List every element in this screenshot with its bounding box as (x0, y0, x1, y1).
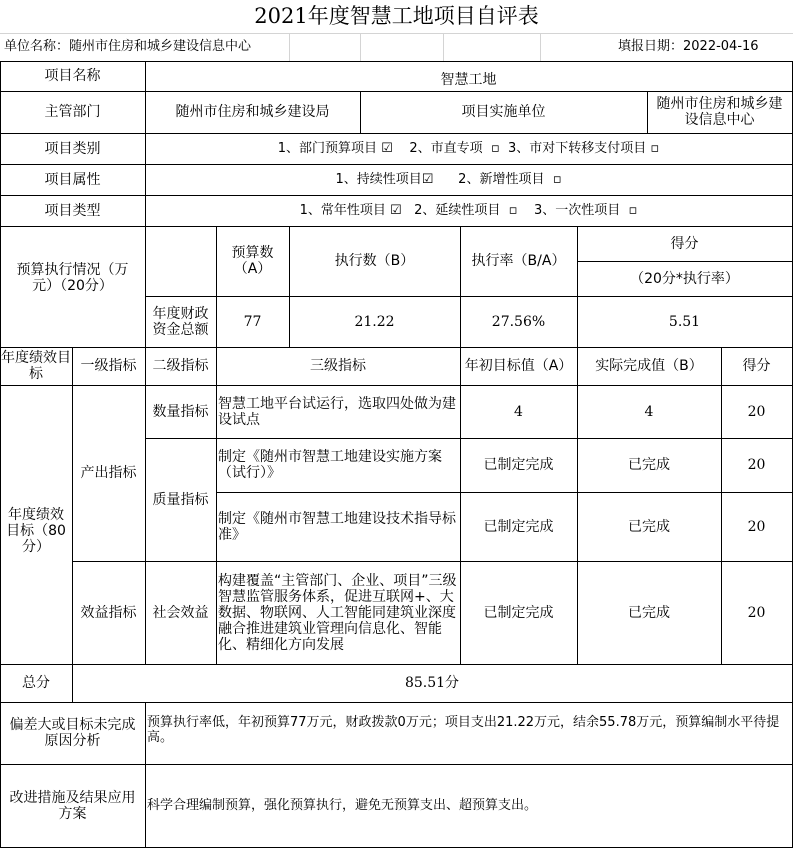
level3-indicator: 智慧工地平台试运行，选取四处做为建设试点 (218, 395, 456, 428)
score-value: 5.51 (668, 313, 701, 330)
page-title: 2021年度智慧工地项目自评表 (254, 4, 539, 28)
budget-label: 预算执行情况（万元）（20分） (16, 261, 129, 294)
budget-col-exec: 执行数（B） (334, 253, 415, 269)
type-value: 1、常年性项目 ☑ 2、延续性项目 ▫ 3、一次性项目 ▫ (299, 203, 638, 218)
target-value: 已制定完成 (483, 457, 554, 473)
exec-value: 21.22 (354, 313, 395, 330)
actual-value: 4 (644, 403, 654, 420)
category-value: 1、部门预算项目 ☑ 2、市直专项 ▫ 3、市对下转移支付项目 ▫ (277, 141, 660, 156)
perf-header-target: 年初目标值（A） (464, 358, 573, 374)
row-score: 20 (747, 518, 766, 535)
actual-value: 已完成 (628, 457, 670, 473)
perf-header-score: 得分 (742, 358, 771, 374)
actual-value: 已完成 (628, 518, 670, 535)
budget-col-score-formula: （20分*执行率） (630, 270, 739, 287)
deviation-label: 偏差大或目标未完成原因分析 (9, 717, 136, 749)
row-score: 20 (747, 604, 766, 621)
row-score: 20 (747, 403, 766, 420)
divider (289, 33, 290, 61)
benefit-indicator-label: 效益指标 (80, 604, 137, 621)
perf-header-level1: 一级指标 (80, 358, 137, 374)
level3-indicator: 制定《随州市智慧工地建设技术指导标准》 (218, 510, 456, 543)
improvement-value: 科学合理编制预算，强化预算执行，避免无预算支出、超预算支出。 (147, 798, 538, 813)
impl-unit-value: 随州市住房和城乡建设信息中心 (656, 96, 783, 128)
attribute-value: 1、持续性项目☑ 2、新增性项目 ▫ (335, 172, 562, 187)
rate-value: 27.56% (491, 313, 546, 330)
budget-value: 77 (243, 313, 262, 330)
attribute-label: 项目属性 (44, 171, 101, 188)
level2-quality: 质量指标 (152, 491, 209, 508)
actual-value: 已完成 (628, 604, 670, 621)
category-label: 项目类别 (44, 140, 101, 157)
report-date: 填报日期：2022-04-16 (618, 39, 759, 54)
perf-header-actual: 实际完成值（B） (595, 358, 703, 374)
perf-header-level3: 三级指标 (310, 358, 366, 374)
target-value: 已制定完成 (483, 518, 554, 535)
budget-col-budget: 预算数（A） (231, 245, 274, 277)
perf-header-level2: 二级指标 (152, 358, 209, 374)
level3-indicator: 制定《随州市智慧工地建设实施方案（试行）》 (218, 449, 442, 481)
total-value: 85.51分 (404, 675, 460, 691)
row-score: 20 (747, 457, 766, 473)
level2-social-benefit: 社会效益 (152, 604, 209, 621)
impl-unit-label: 项目实施单位 (461, 104, 546, 120)
type-label: 项目类型 (44, 202, 101, 219)
dept-value: 随州市住房和城乡建设局 (175, 104, 330, 120)
improvement-label: 改进措施及结果应用方案 (9, 789, 136, 822)
perf-goal-label: 年度绩效目标（80分） (6, 506, 66, 555)
output-indicator-label: 产出指标 (80, 465, 137, 481)
unit-name: 单位名称：随州市住房和城乡建设信息中心 (4, 39, 252, 54)
budget-col-rate: 执行率（B/A） (471, 253, 566, 269)
divider (443, 33, 444, 61)
level2-quantity: 数量指标 (152, 403, 209, 420)
target-value: 已制定完成 (483, 604, 554, 621)
divider (540, 33, 541, 61)
total-label: 总分 (22, 675, 50, 691)
level3-indicator: 构建覆盖“主管部门、企业、项目”三级智慧监管服务体系，促进互联网+、大数据、物联网、人工智能同建筑业深度融合推进建筑业管理向信息化、智能化、精细化方向发展 (218, 572, 457, 653)
project-name-label: 项目名称 (44, 68, 101, 84)
perf-header-goal: 年度绩效目标 (1, 350, 71, 382)
budget-col-score: 得分 (670, 235, 699, 252)
deviation-value: 预算执行率低，年初预算77万元，财政拨款0万元；项目支出21.22万元，结余55.78万元，预算编制水平待提高。 (147, 715, 780, 745)
divider (360, 33, 361, 61)
target-value: 4 (514, 403, 523, 420)
budget-row-label: 年度财政资金总额 (152, 305, 209, 338)
project-name-value: 智慧工地 (440, 72, 497, 88)
dept-label: 主管部门 (44, 104, 101, 120)
